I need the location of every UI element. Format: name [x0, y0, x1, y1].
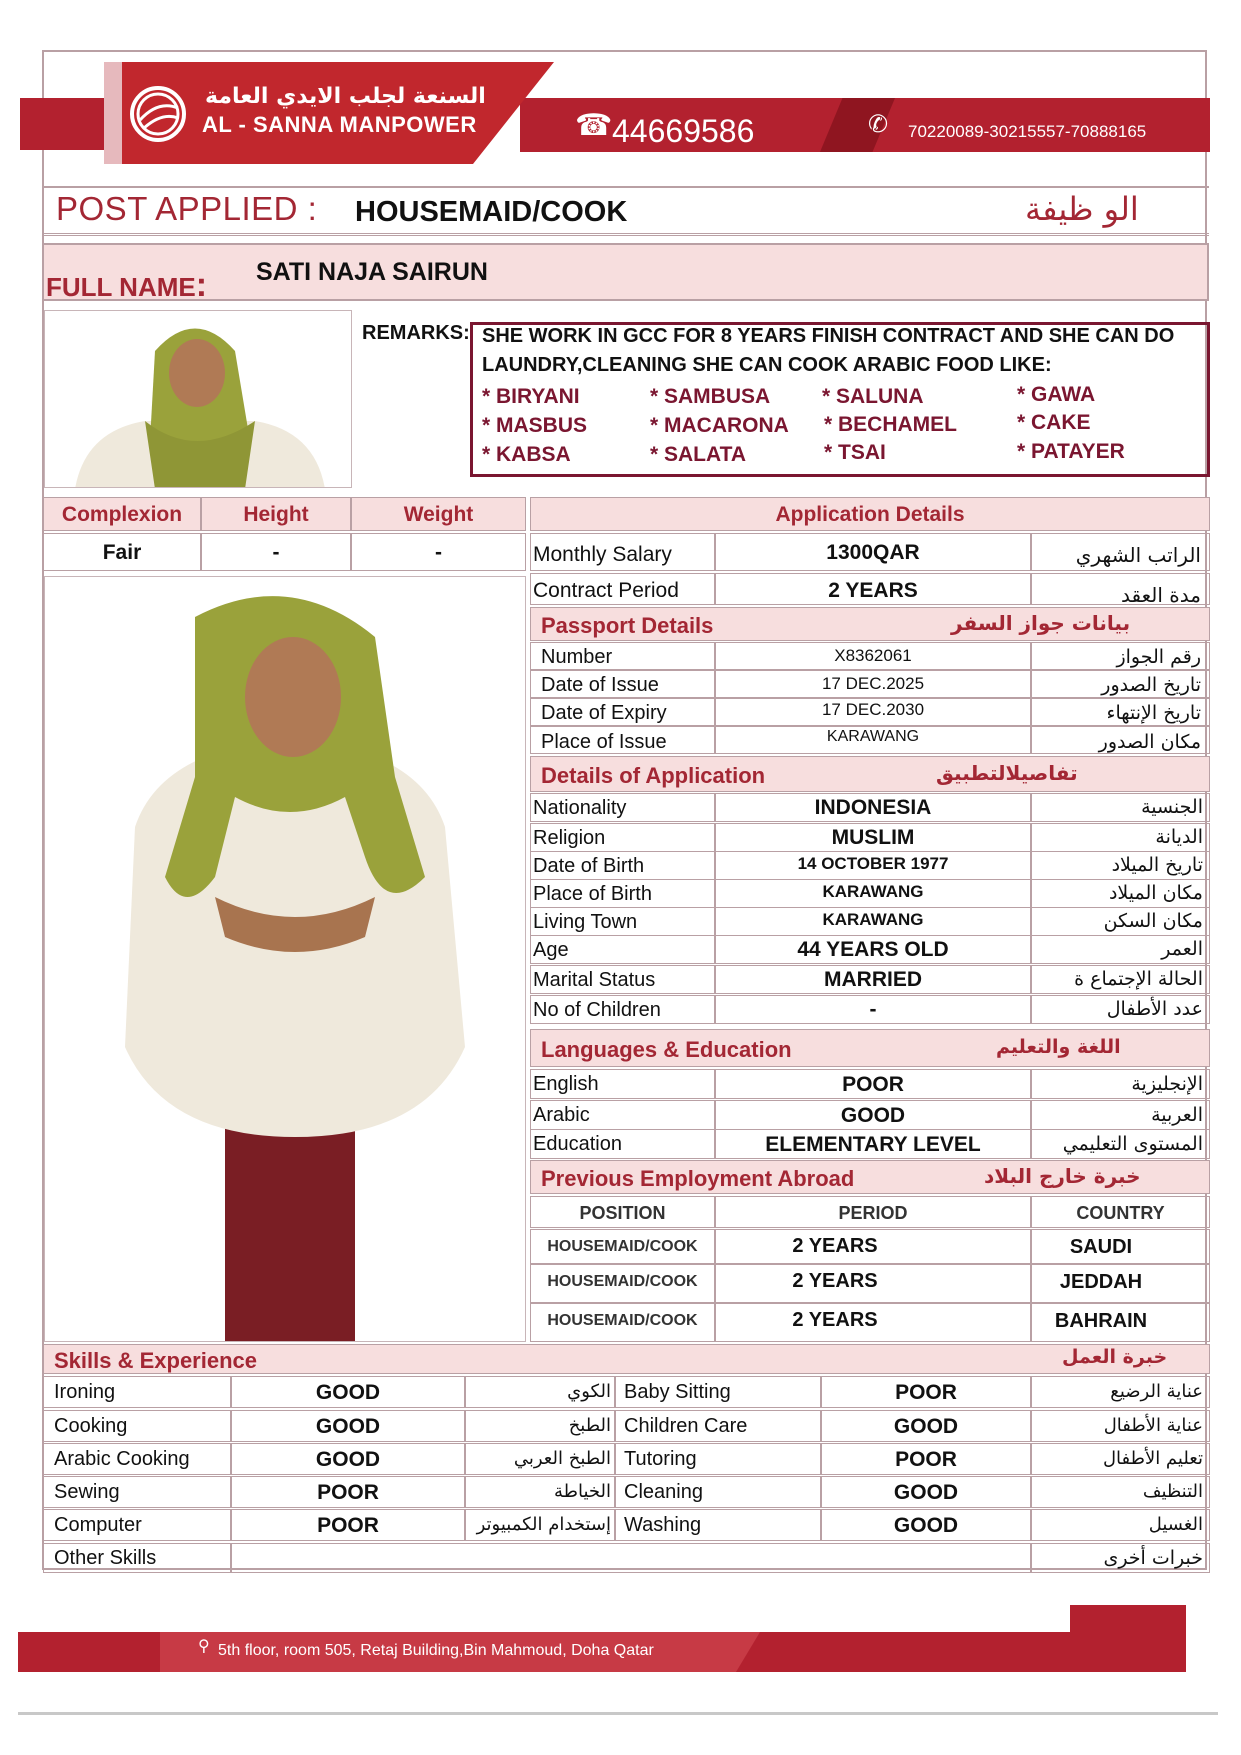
detail-label: No of Children	[533, 999, 661, 1021]
language-value: ELEMENTARY LEVEL	[765, 1133, 981, 1156]
detail-value: INDONESIA	[814, 796, 932, 819]
date-of-expiry-value: 17 DEC.2030	[821, 700, 925, 719]
dish-item: * KABSA	[482, 443, 571, 466]
detail-label: Place of Birth	[533, 883, 652, 905]
skill-label-arabic: الطبخ	[568, 1415, 611, 1436]
footer-address: 5th floor, room 505, Retaj Building,Bin Mahmoud, Doha Qatar	[218, 1642, 654, 1659]
dish-item: * TSAI	[824, 441, 886, 464]
dish-item: * SALATA	[650, 443, 747, 466]
skill-value: POOR	[317, 1481, 379, 1504]
detail-label-arabic: مكان الميلاد	[1108, 882, 1203, 904]
remarks-label: REMARKS:	[362, 322, 470, 344]
detail-label-arabic: الجنسية	[1141, 796, 1203, 818]
skill-label-arabic: الطبخ العربي	[513, 1448, 611, 1469]
monthly-salary-value: 1300QAR	[826, 541, 920, 564]
skill-label: Cooking	[54, 1415, 128, 1437]
employment-period: 2 YEARS	[792, 1309, 878, 1331]
detail-label: Date of Birth	[533, 855, 645, 877]
post-applied-label: POST APPLIED :	[56, 190, 318, 227]
dish-item: * PATAYER	[1017, 440, 1125, 463]
language-label-arabic: العربية	[1151, 1104, 1203, 1126]
employment-country: SAUDI	[1069, 1236, 1133, 1258]
passport-number-label: Number	[541, 646, 613, 668]
candidate-photo-portrait	[44, 310, 352, 488]
skill-label-arabic: التنظيف	[1142, 1481, 1203, 1502]
employment-country: JEDDAH	[1059, 1271, 1143, 1293]
full-name-value: SATI NAJA SAIRUN	[256, 258, 488, 286]
dish-item: * SAMBUSA	[650, 385, 771, 408]
detail-label-arabic: مكان السكن	[1103, 910, 1203, 932]
detail-label: Nationality	[533, 797, 627, 819]
language-label: Education	[533, 1133, 622, 1155]
weight-header: Weight	[351, 497, 526, 531]
place-of-issue-label-arabic: مكان الصدور	[1098, 731, 1201, 753]
remarks-line-1: SHE WORK IN GCC FOR 8 YEARS FINISH CONTRACT AND SHE CAN DO	[482, 325, 1175, 347]
skills-experience-header: Skills & Experience خبرة العمل	[43, 1344, 1210, 1374]
height-value: -	[201, 533, 351, 571]
skill-label-arabic: الغسيل	[1148, 1514, 1203, 1535]
full-name-label: FULL NAME:	[46, 266, 208, 304]
skill-value: GOOD	[893, 1481, 959, 1504]
post-applied-label-arabic: الو ظيفة	[1025, 190, 1139, 228]
date-of-issue-label-arabic: تاريخ الصدور	[1101, 674, 1201, 696]
phone-numbers-other: 70220089-30215557-70888165	[908, 122, 1147, 141]
language-label-arabic: الإنجليزية	[1131, 1073, 1203, 1095]
date-of-expiry-label-arabic: تاريخ الإنتهاء	[1106, 702, 1201, 724]
location-pin-icon: ⚲	[198, 1638, 210, 1655]
company-name-arabic: السنعة لجلب الايدي العامة	[205, 84, 486, 109]
other-skills-value-cell	[231, 1543, 1031, 1573]
globe-logo-icon	[130, 86, 186, 142]
skill-label: Ironing	[54, 1381, 116, 1403]
skill-value: GOOD	[893, 1415, 959, 1438]
detail-value: MARRIED	[824, 968, 922, 991]
detail-label-arabic: عدد الأطفال	[1106, 998, 1203, 1020]
country-header: COUNTRY	[1031, 1196, 1210, 1228]
height-header: Height	[201, 497, 351, 531]
skill-label-arabic: عناية الرضيع	[1110, 1381, 1203, 1402]
complexion-header: Complexion	[43, 497, 201, 531]
skill-label-arabic: الكوي	[567, 1381, 611, 1402]
language-label: Arabic	[533, 1104, 590, 1126]
language-label-arabic: المستوى التعليمي	[1062, 1133, 1203, 1155]
employment-position: HOUSEMAID/COOK	[547, 1312, 698, 1329]
skill-value: POOR	[895, 1448, 957, 1471]
skill-label: Cleaning	[624, 1481, 703, 1503]
detail-label-arabic: العمر	[1161, 938, 1203, 960]
previous-employment-header: Previous Employment Abroad خبرة خارج البلاد	[530, 1160, 1210, 1194]
skill-label-arabic: إستخدام الكمبيوتر	[476, 1514, 611, 1535]
period-header: PERIOD	[715, 1196, 1031, 1228]
detail-value: 44 YEARS OLD	[797, 938, 949, 961]
monthly-salary-label: Monthly Salary	[533, 543, 672, 566]
detail-label-arabic: الديانة	[1155, 826, 1203, 848]
application-details-header: Application Details	[530, 497, 1210, 531]
languages-education-header: Languages & Education اللغة والتعليم	[530, 1029, 1210, 1067]
skill-label-arabic: تعليم الأطفال	[1102, 1448, 1203, 1469]
passport-number-value: X8362061	[834, 646, 912, 665]
passport-number-label-arabic: رقم الجواز	[1116, 646, 1201, 668]
detail-value: MUSLIM	[831, 826, 915, 849]
contract-period-label-arabic: مدة العقد	[1121, 583, 1201, 607]
detail-label: Age	[533, 939, 569, 961]
other-skills-label-arabic: خبرات أخرى	[1103, 1547, 1203, 1569]
post-applied-value: HOUSEMAID/COOK	[355, 196, 628, 228]
employment-period: 2 YEARS	[792, 1235, 878, 1257]
detail-label-arabic: تاريخ الميلاد	[1111, 854, 1203, 876]
dish-item: * BECHAMEL	[824, 413, 958, 436]
bottom-divider	[18, 1712, 1218, 1715]
language-value: POOR	[842, 1073, 904, 1096]
candidate-photo-full	[44, 576, 526, 1342]
remarks-text	[482, 322, 1202, 380]
detail-value: -	[869, 998, 877, 1021]
monthly-salary-label-arabic: الراتب الشهري	[1075, 543, 1201, 567]
detail-label: Marital Status	[533, 969, 656, 991]
details-of-application-header: Details of Application تفاصيلالتطبيق	[530, 756, 1210, 792]
dish-item: * GAWA	[1017, 383, 1096, 406]
skill-label: Computer	[54, 1514, 142, 1536]
full-name-row	[42, 243, 1209, 301]
skill-label: Baby Sitting	[624, 1381, 731, 1403]
detail-label-arabic: الحالة الإجتماع ة	[1074, 968, 1203, 990]
detail-label: Religion	[533, 827, 606, 849]
place-of-issue-value: KARAWANG	[826, 728, 920, 745]
skill-label: Tutoring	[624, 1448, 697, 1470]
complexion-value: Fair	[43, 533, 201, 571]
detail-value: KARAWANG	[822, 910, 924, 929]
passport-details-header: Passport Details بيانات جواز السفر	[530, 607, 1210, 641]
skill-label-arabic: عناية الأطفال	[1103, 1415, 1203, 1436]
contract-period-value: 2 YEARS	[828, 579, 918, 602]
skill-value: POOR	[895, 1381, 957, 1404]
skill-value: POOR	[317, 1514, 379, 1537]
skill-label: Children Care	[624, 1415, 748, 1437]
date-of-issue-value: 17 DEC.2025	[821, 674, 925, 693]
telephone-icon: ☎	[575, 109, 613, 142]
place-of-issue-label: Place of Issue	[541, 731, 667, 753]
employment-country: BAHRAIN	[1054, 1310, 1148, 1332]
header-band-left	[20, 98, 115, 150]
detail-value: KARAWANG	[822, 882, 924, 901]
dish-item: * MASBUS	[482, 414, 588, 437]
language-value: GOOD	[840, 1104, 906, 1127]
phone-main: 44669586	[612, 113, 755, 149]
date-of-expiry-label: Date of Expiry	[541, 702, 667, 724]
skill-value: GOOD	[893, 1514, 959, 1537]
skill-label: Washing	[624, 1514, 702, 1536]
contract-period-label: Contract Period	[533, 579, 679, 602]
company-name: AL - SANNA MANPOWER	[202, 112, 477, 137]
employment-position: HOUSEMAID/COOK	[547, 1273, 698, 1290]
language-label: English	[533, 1073, 599, 1095]
skill-label: Sewing	[54, 1481, 120, 1503]
detail-label: Living Town	[533, 911, 638, 933]
skill-value: GOOD	[315, 1415, 381, 1438]
skill-value: GOOD	[315, 1381, 381, 1404]
skill-value: GOOD	[315, 1448, 381, 1471]
employment-position: HOUSEMAID/COOK	[547, 1238, 698, 1255]
employment-period: 2 YEARS	[792, 1270, 878, 1292]
weight-value: -	[351, 533, 526, 571]
dish-item: * SALUNA	[822, 385, 924, 408]
skill-label: Arabic Cooking	[54, 1448, 190, 1470]
header-stripe	[104, 62, 122, 164]
remarks-line-2: LAUNDRY,CLEANING SHE CAN COOK ARABIC FOOD LIKE:	[482, 354, 1052, 376]
dish-item: * BIRYANI	[482, 385, 580, 408]
skill-label-arabic: الخياطة	[554, 1481, 611, 1502]
detail-value: 14 OCTOBER 1977	[797, 854, 949, 873]
dish-item: * MACARONA	[650, 414, 789, 437]
mobile-phone-icon: ✆	[868, 111, 889, 138]
other-skills-label: Other Skills	[54, 1547, 157, 1569]
position-header: POSITION	[530, 1196, 715, 1228]
dish-item: * CAKE	[1017, 411, 1091, 434]
date-of-issue-label: Date of Issue	[541, 674, 659, 696]
